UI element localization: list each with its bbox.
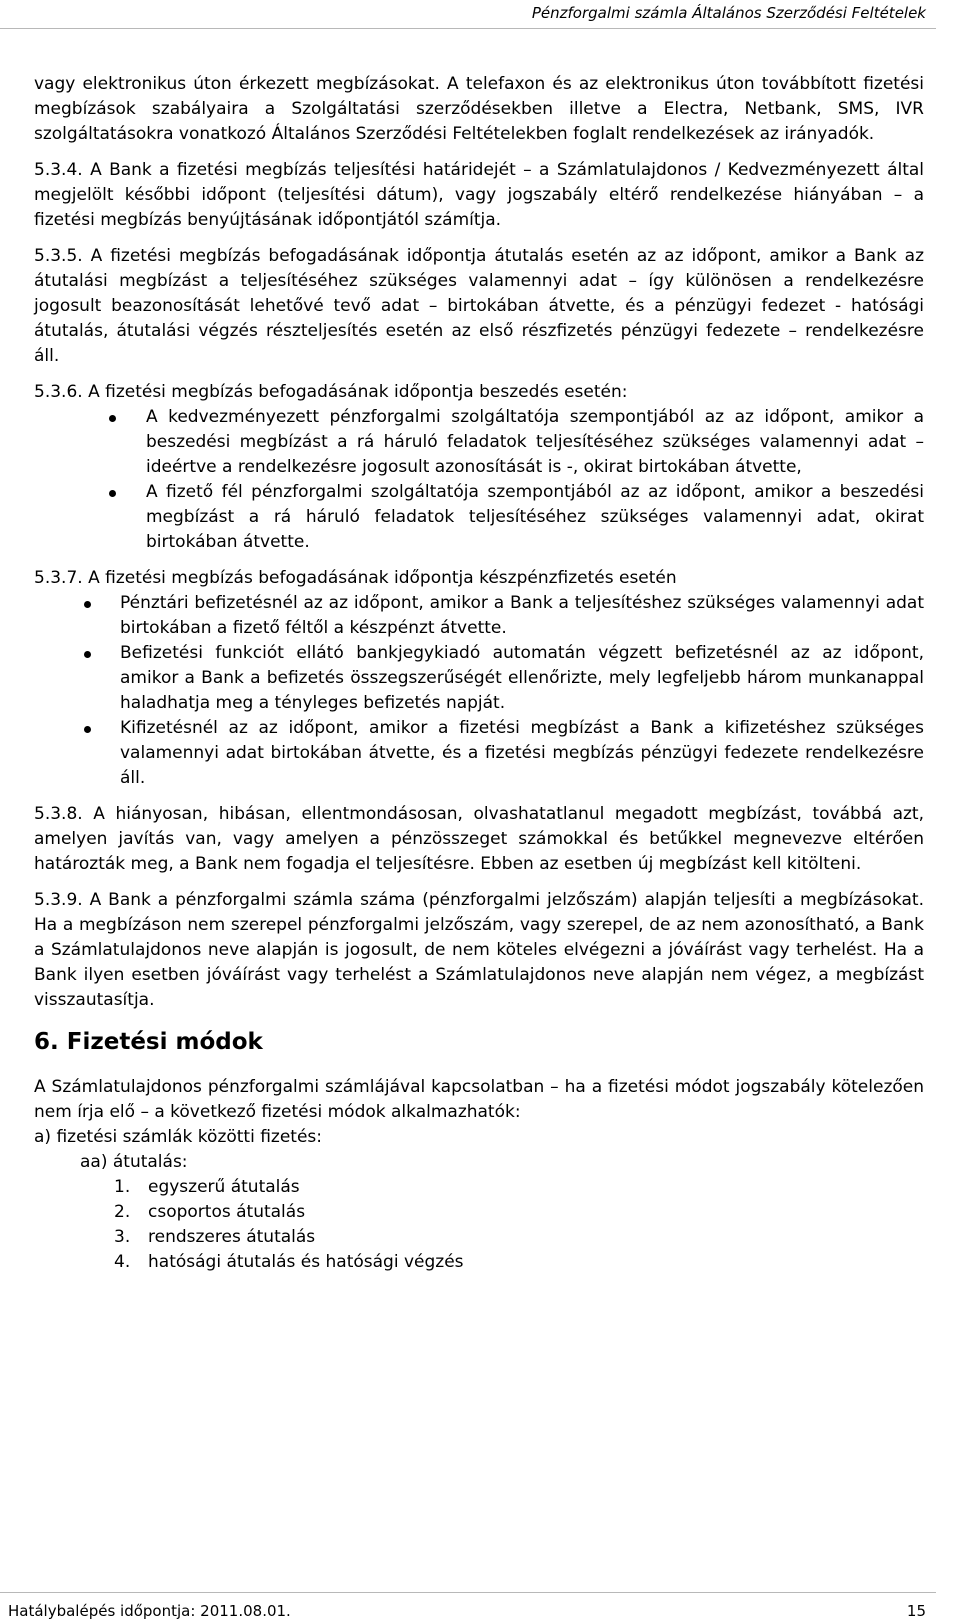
paragraph-number: 5.3.8.: [34, 804, 83, 824]
list-item-text: Kifizetésnél az az időpont, amikor a fizetési megbízást a Bank a kifizetéshez szükséges valamennyi adat birtokában átvette, és a fizetési megbízás pénzügyi fedezete rendelkezésre áll.: [120, 718, 924, 788]
bullet-icon: [84, 601, 91, 608]
list-item: [34, 716, 924, 791]
item-number: 2.: [114, 1202, 131, 1222]
paragraph-number: 5.3.6.: [34, 382, 83, 402]
section-intro: A Számlatulajdonos pénzforgalmi számlájával kapcsolatban – ha a fizetési módot jogszabály kötelezően nem írja elő – a következő fizetési módok alkalmazhatók:: [34, 1077, 924, 1122]
paragraph-5-3-7: [34, 566, 924, 591]
item-text: hatósági átutalás és hatósági végzés: [148, 1252, 464, 1272]
bullet-list-5-3-7: [34, 591, 924, 791]
list-item: [34, 1175, 924, 1200]
running-header: Pénzforgalmi számla Általános Szerződési Feltételek: [531, 4, 926, 22]
paragraph-5-3-6: [34, 380, 924, 405]
item-text: rendszeres átutalás: [148, 1227, 316, 1247]
header-divider: [0, 28, 936, 29]
item-number: 1.: [114, 1177, 131, 1197]
list-item-text: Befizetési funkciót ellátó bankjegykiadó automatán végzett befizetésnél az az időpont, amikor a Bank a befizetés összegszerűségét ellenőrizte, mely legfeljebb három munkanappal haladhatja meg a tényleges befizetés napját.: [120, 643, 924, 713]
bullet-list-5-3-6: [34, 405, 924, 555]
page-number: 15: [906, 1602, 926, 1620]
paragraph-number: 5.3.4.: [34, 160, 83, 180]
paragraph-number: 5.3.7.: [34, 568, 83, 588]
list-item-text: A fizető fél pénzforgalmi szolgáltatója szempontjából az az időpont, amikor a beszedési megbízást a rá háruló feladatok teljesítéséhez szükséges valamennyi adat, okirat birtokában átvette.: [146, 482, 924, 552]
item-text: csoportos átutalás: [148, 1202, 306, 1222]
list-item: [34, 480, 924, 555]
paragraph-text: A Bank a fizetési megbízás teljesítési határidejét – a Számlatulajdonos / Kedvezményezett által megjelölt későbbi időpont (teljesítési dátum), vagy jogszabály eltérő rendelkezése hiányában – a fizetési megbízás benyújtásának időpontjától számítja.: [34, 160, 925, 230]
item-number: 4.: [114, 1252, 131, 1272]
item-text: egyszerű átutalás: [148, 1177, 300, 1197]
list-item: [34, 641, 924, 716]
list-item: [34, 405, 924, 480]
bullet-icon: [84, 726, 91, 733]
footer-divider: [0, 1592, 936, 1593]
list-item: [34, 1250, 924, 1275]
list-item: [34, 1200, 924, 1225]
paragraph-5-3-5: [34, 244, 924, 369]
paragraph-text: A hiányosan, hibásan, ellentmondásosan, olvashatatlanul megadott megbízást, továbbá azt, amelyen javítás van, vagy amelyen a pénzösszeget számokkal és betűkkel megnevezve eltérően határozták meg, a Bank nem fogadja el teljesítésre. Ebben az esetben új megbízást kell kitölteni.: [34, 804, 924, 874]
list-level-a: a) fizetési számlák közötti fizetés:: [34, 1127, 323, 1147]
bullet-icon: [109, 490, 116, 497]
paragraph-5-3-9: [34, 888, 924, 1013]
bullet-icon: [109, 415, 116, 422]
paragraph-text: A fizetési megbízás befogadásának időpontja beszedés esetén:: [88, 382, 628, 402]
paragraph-text: A Bank a pénzforgalmi számla száma (pénzforgalmi jelzőszám) alapján teljesíti a megbízásokat. Ha a megbízáson nem szerepel pénzforgalmi jelzőszám, vagy szerepel, de az nem azonosítható, a Bank a Számlatulajdonos neve alapján is jogosult, de nem köteles elvégezni a jóváírást vagy terhelést. Ha a Bank ilyen esetben jóváírást vagy terhelést a Számlatulajdonos neve alapján nem végez, a megbízást visszautasítja.: [34, 890, 924, 1010]
item-number: 3.: [114, 1227, 131, 1247]
document-body: [34, 72, 924, 1275]
list-level-aa: aa) átutalás:: [80, 1152, 188, 1172]
paragraph-text: A fizetési megbízás befogadásának időpontja átutalás esetén az az időpont, amikor a Bank az átutalási megbízást a teljesítéséhez szükséges valamennyi adat – így különösen a rendelkezésre jogosult beazonosítását lehetővé tevő adat – birtokában átvette, és a pénzügyi fedezet - hatósági átutalás, átutalási végzés részteljesítés esetén az első részfizetés pénzügyi fedezete – rendelkezésre áll.: [34, 246, 924, 366]
bullet-icon: [84, 651, 91, 658]
list-item-text: A kedvezményezett pénzforgalmi szolgáltatója szempontjából az az időpont, amikor a beszedési megbízást a rá háruló feladatok teljesítéséhez szükséges valamennyi adat – ideértve a rendelkezésre jogosult azonosítását is -, okirat birtokában átvette,: [146, 407, 924, 477]
effective-date: Hatálybalépés időpontja: 2011.08.01.: [8, 1602, 291, 1620]
paragraph-text: A fizetési megbízás befogadásának időpontja készpénzfizetés esetén: [88, 568, 677, 588]
paragraph-5-3-8: [34, 802, 924, 877]
paragraph-number: 5.3.9.: [34, 890, 83, 910]
list-item: [34, 1225, 924, 1250]
paragraph-5-3-4: [34, 158, 924, 233]
transfer-types-list: [34, 1175, 924, 1275]
section-heading: 6. Fizetési módok: [34, 1029, 263, 1055]
intro-paragraph: vagy elektronikus úton érkezett megbízásokat. A telefaxon és az elektronikus úton továbbított fizetési megbízások szabályaira a Szolgáltatási szerződésekben illetve a Electra, Netbank, SMS, IVR szolgáltatásokra vonatkozó Általános Szerződési Feltételekben foglalt rendelkezések az irányadók.: [34, 74, 924, 144]
list-item: [34, 591, 924, 641]
list-item-text: Pénztári befizetésnél az az időpont, amikor a Bank a teljesítéshez szükséges valamennyi adat birtokában a fizető féltől a készpénzt átvette.: [120, 593, 924, 638]
paragraph-number: 5.3.5.: [34, 246, 83, 266]
